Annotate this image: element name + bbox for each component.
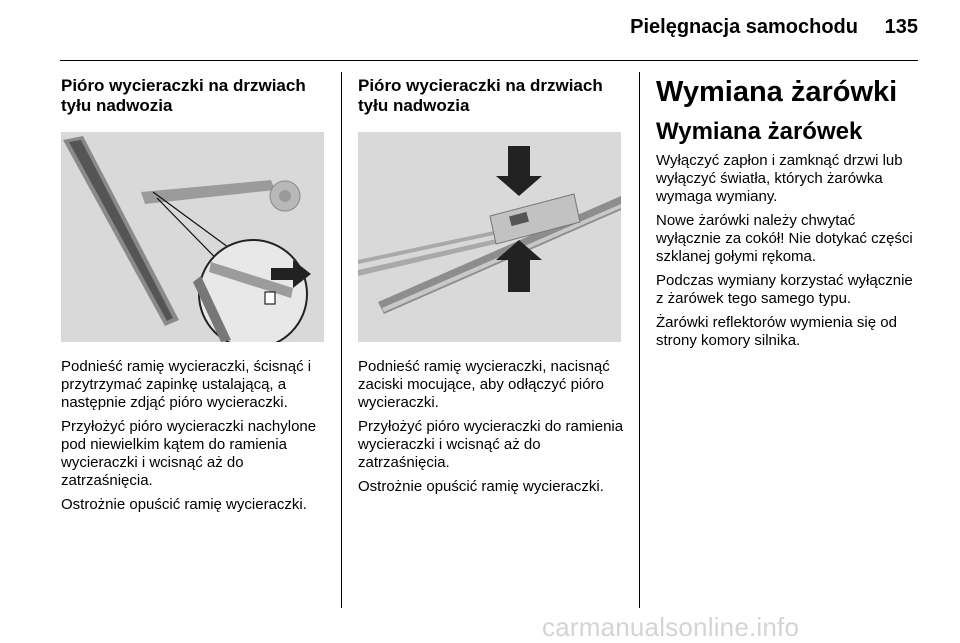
column-3 <box>656 76 924 356</box>
wiper-clip-press-illustration <box>358 132 621 342</box>
watermark: carmanualsonline.info <box>542 612 800 642</box>
column-divider-1 <box>341 72 342 608</box>
paragraph: Podnieść ramię wycieraczki, nacisnąć zaciski mocujące, aby odłączyć pióro wycieraczki. <box>358 358 610 411</box>
header-rule <box>60 60 918 61</box>
page-number: 135 <box>884 16 918 38</box>
section-subheading: Wymiana żarówek <box>656 118 863 145</box>
paragraph: Ostrożnie opuścić ramię wycieraczki. <box>358 478 604 495</box>
column-1 <box>61 76 329 520</box>
section-heading: Pióro wycieraczki na drzwiach tyłu nadwozia <box>358 76 603 115</box>
paragraph: Żarówki reflektorów wymienia się od strony komory silnika. <box>656 314 897 349</box>
paragraph: Ostrożnie opuścić ramię wycieraczki. <box>61 496 307 513</box>
paragraph: Wyłączyć zapłon i zamknąć drzwi lub wyłączyć światła, których żarówka wymaga wymiany. <box>656 152 903 205</box>
paragraph: Podczas wymiany korzystać wyłącznie z żarówek tego samego typu. <box>656 272 913 307</box>
section-heading: Pióro wycieraczki na drzwiach tyłu nadwozia <box>61 76 306 115</box>
paragraph: Nowe żarówki należy chwytać wyłącznie za cokół! Nie dotykać części szklanej gołymi rękoma. <box>656 212 913 265</box>
paragraph: Podnieść ramię wycieraczki, ścisnąć i przytrzymać zapinkę ustalającą, a następnie zdjąć pióro wycieraczki. <box>61 358 312 411</box>
column-2 <box>358 76 626 502</box>
paragraph: Przyłożyć pióro wycieraczki nachylone pod niewielkim kątem do ramienia wycieraczki i wcisnąć aż do zatrzaśnięcia. <box>61 418 317 489</box>
column-divider-2 <box>639 72 640 608</box>
chapter-heading: Wymiana żarówki <box>656 76 898 108</box>
running-header-title: Pielęgnacja samochodu <box>630 16 858 38</box>
wiper-blade-removal-illustration <box>61 132 324 342</box>
paragraph: Przyłożyć pióro wycieraczki do ramienia wycieraczki i wcisnąć aż do zatrzaśnięcia. <box>358 418 624 471</box>
